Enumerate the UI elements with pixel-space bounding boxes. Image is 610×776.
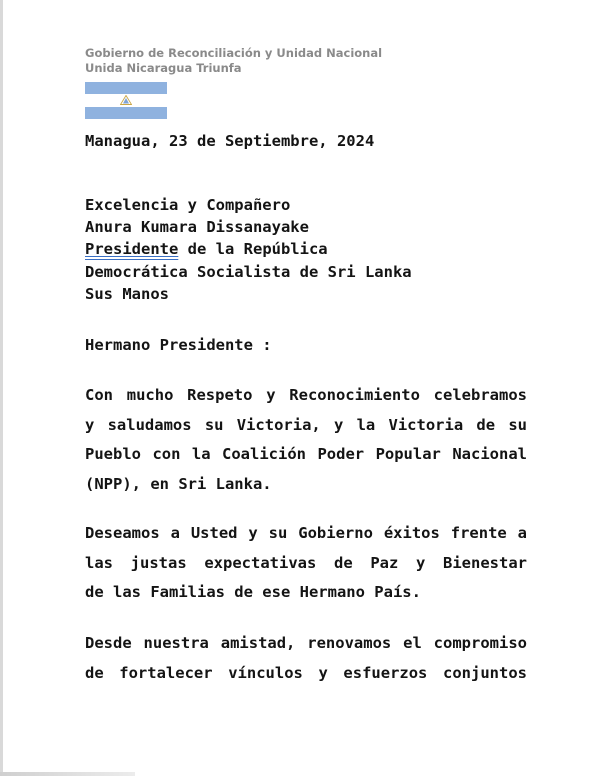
address-country: Democrática Socialista de Sri Lanka xyxy=(85,262,412,281)
letterhead xyxy=(85,46,382,76)
body-paragraph-1 xyxy=(85,381,527,499)
flag-stripe-middle xyxy=(85,94,167,106)
address-recipient-name: Anura Kumara Dissanayake xyxy=(85,218,309,237)
paragraph-line: Pueblo con la Coalición Poder Popular Nacional xyxy=(85,445,527,463)
paragraph-line: Con mucho Respeto y Reconocimiento celebramos xyxy=(85,386,527,404)
paragraph-line: de las Familias de ese Hermano País. xyxy=(85,583,421,601)
address-title-rest: de la República xyxy=(178,240,328,259)
flag-stripe-bottom xyxy=(85,107,167,119)
nicaragua-flag xyxy=(85,82,167,119)
address-title-line xyxy=(85,238,412,260)
paragraph-line: (NPP), en Sri Lanka. xyxy=(85,474,272,493)
recipient-address xyxy=(85,194,412,305)
paragraph-line: de fortalecer vínculos y esfuerzos conjuntos xyxy=(85,663,527,682)
paragraph-line: Deseamos a Usted y su Gobierno éxitos frente a xyxy=(85,524,527,542)
paragraph-line: las justas expectativas de Paz y Bienestar xyxy=(85,553,527,572)
paragraph-line: y saludamos su Victoria, y la Victoria de su xyxy=(85,415,527,434)
page-edge xyxy=(0,0,3,776)
address-title-word: Presidente xyxy=(85,240,179,259)
letterhead-slogan: Unida Nicaragua Triunfa xyxy=(85,61,242,75)
nicaragua-coat-of-arms-icon xyxy=(120,95,132,105)
paragraph-line: Desde nuestra amistad, renovamos el compromiso xyxy=(85,634,527,652)
letter-date: Managua, 23 de Septiembre, 2024 xyxy=(85,132,375,150)
page-bottom-shadow xyxy=(0,772,135,776)
body-paragraph-3 xyxy=(85,629,527,688)
flag-stripe-top xyxy=(85,82,167,94)
body-paragraph-2 xyxy=(85,519,527,608)
letterhead-government-name: Gobierno de Reconciliación y Unidad Nacional xyxy=(85,46,383,60)
letter-greeting: Hermano Presidente : xyxy=(85,336,272,354)
address-closing: Sus Manos xyxy=(85,284,169,303)
address-salutation: Excelencia y Compañero xyxy=(85,196,291,214)
